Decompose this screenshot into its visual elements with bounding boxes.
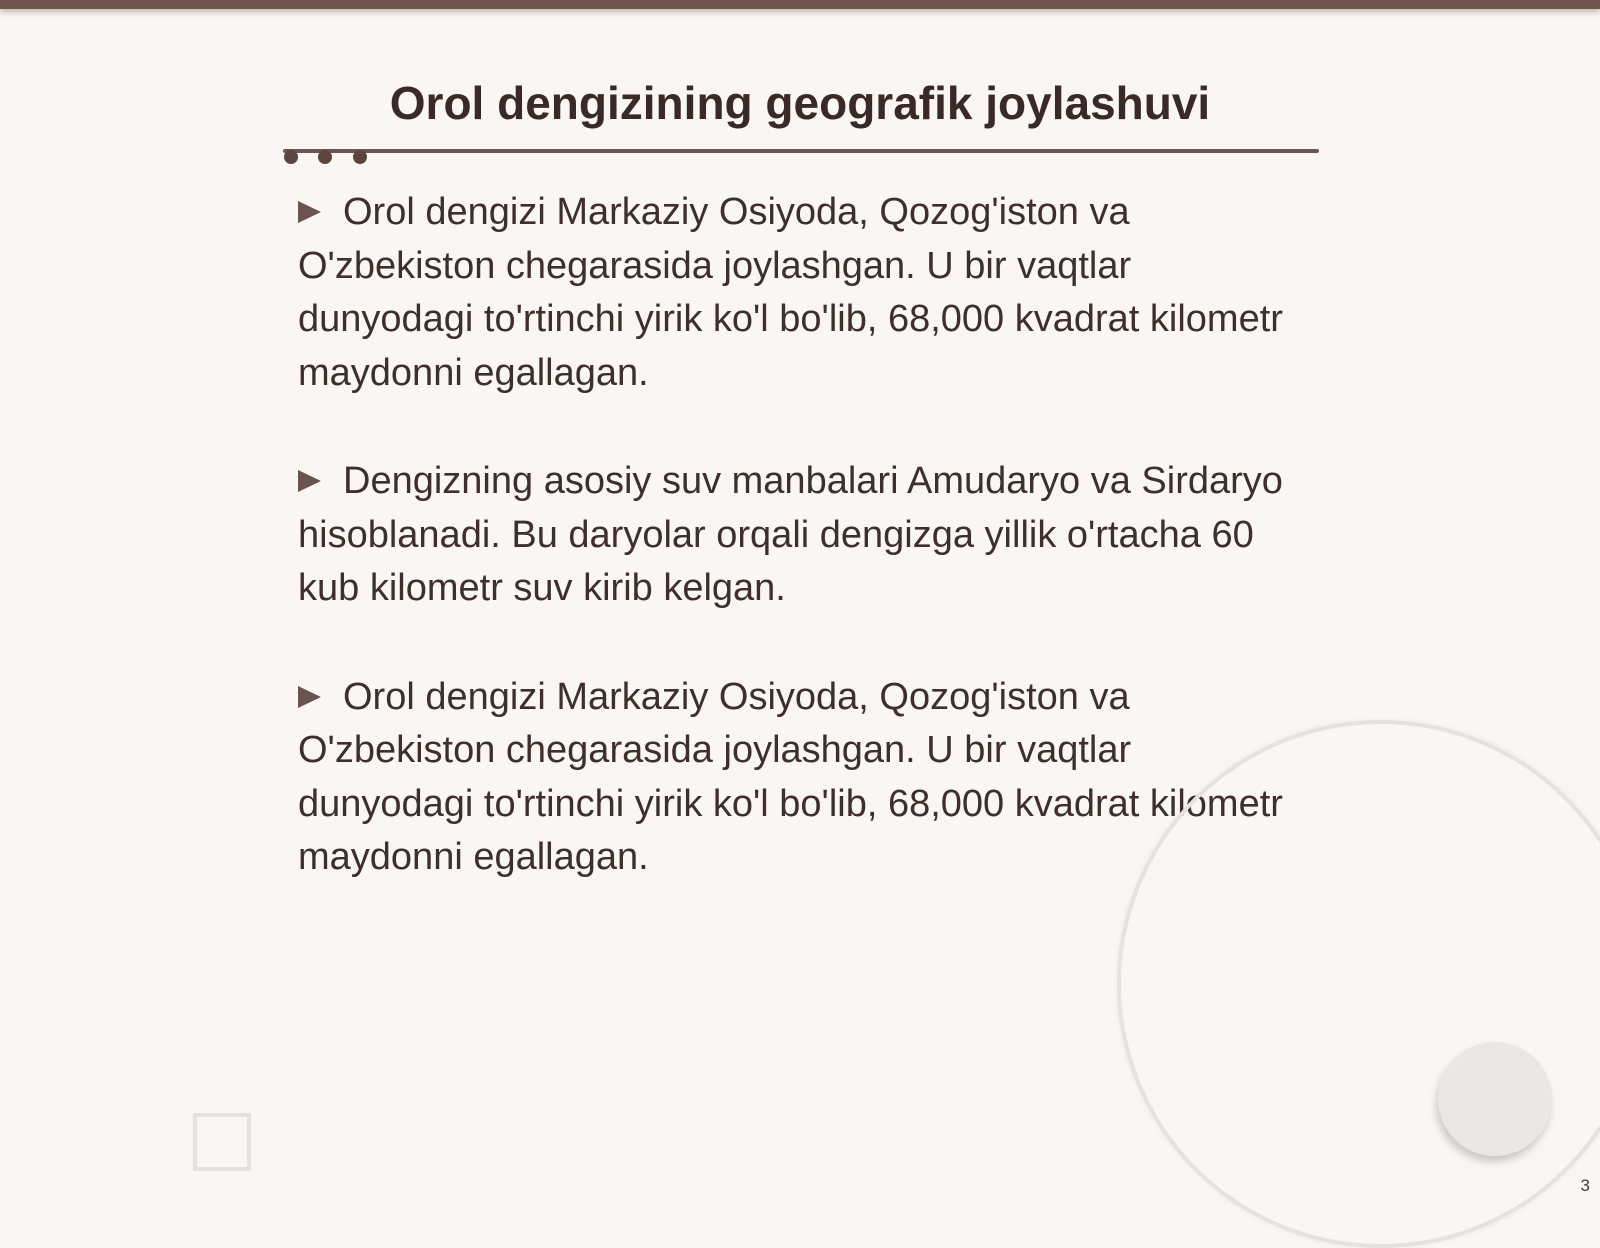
decorative-filled-circle <box>1438 1042 1552 1156</box>
bullet-item-3 <box>298 671 1288 885</box>
slide-number: 3 <box>1580 1176 1590 1195</box>
bullet-list <box>298 186 1288 940</box>
decorative-square-outline <box>193 1113 251 1171</box>
bullet-item-2 <box>298 455 1288 616</box>
bullet-text-2: Dengizning asosiy suv manbalari Amudaryo va Sirdaryo hisoblanadi. Bu daryolar orqali dengizga yillik o'rtacha 60 kub kilometr suv kirib kelgan. <box>298 460 1283 609</box>
decor-dot-1 <box>284 150 298 164</box>
slide-title: Orol dengizining geografik joylashuvi <box>389 77 1211 129</box>
bullet-item-1 <box>298 186 1288 400</box>
bullet-text-1: Orol dengizi Markaziy Osiyoda, Qozog'iston va O'zbekiston chegarasida joylashgan. U bir vaqtlar dunyodagi to'rtinchi yirik ko'l bo'lib, 68,000 kvadrat kilometr maydonni egallagan. <box>298 191 1283 394</box>
decor-dot-3 <box>353 150 367 164</box>
title-underline-decoration <box>283 148 1323 168</box>
top-accent-bar <box>0 0 1600 9</box>
play-arrow-icon <box>298 686 321 708</box>
play-arrow-icon <box>298 201 321 223</box>
bullet-text-3: Orol dengizi Markaziy Osiyoda, Qozog'iston va O'zbekiston chegarasida joylashgan. U bir vaqtlar dunyodagi to'rtinchi yirik ko'l bo'lib, 68,000 kvadrat kilometr maydonni egallagan. <box>298 675 1283 878</box>
play-arrow-icon <box>298 470 321 492</box>
decor-dot-2 <box>318 150 332 164</box>
